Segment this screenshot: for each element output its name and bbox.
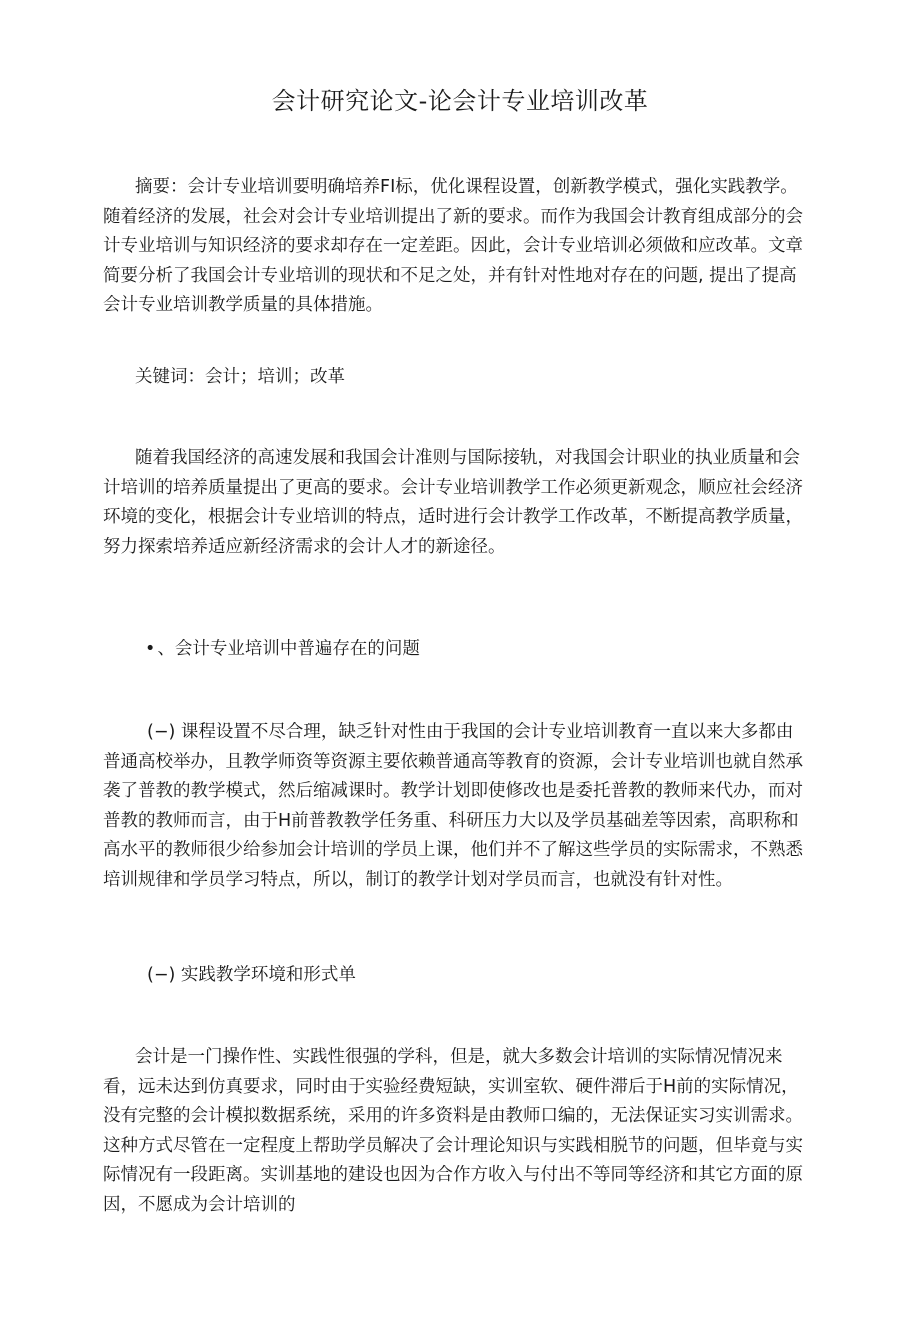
subsection-1-paragraph: (−) 课程设置不尽合理，缺乏针对性由于我国的会计专业培训教育一直以来大多都由普通高校举办，且教学师资等资源主要依赖普通高等教育的资源，会计专业培训也就自然承袭了普教的教学模式，然后缩减课时。教学计划即使修改也是委托普教的教师来代办，而对普教的教师而言，由于H前普教教学任务重、科研压力大以及学员基础差等因索，高职称和高水平的教师很少给参加会计培训的学员上课，他们并不了解这些学员的实际需求，不熟悉培训规律和学员学习特点，所以，制订的教学计划对学员而言，也就没有针对性。 — [103, 722, 803, 890]
subsection-2-paragraph: 会计是一门操作性、实践性很强的学科，但是，就大多数会计培训的实际情况情况来看，远未达到仿真要求，同时由于实验经费短缺，实训室软、硬件滞后于H前的实际情况，没有完整的会计模拟数据系统，采用的许多资料是由教师口编的，无法保证实习实训需求。这种方式尽管在一定程度上帮助学员解决了会计理论知识与实践相脱节的问题，但毕竟与实际情况有一段距离。实训基地的建设也因为合作方收入与付出不等同等经济和其它方面的原因，不愿成为会计培训的 — [103, 1047, 803, 1215]
section-heading — [145, 635, 420, 665]
abstract-paragraph: 摘要：会计专业培训要明确培养FI标，优化课程设置，创新教学模式，强化实践教学。随着经济的发展，社会对会计专业培训提出了新的要求。而作为我国会计教育组成部分的会计专业培训与知识经济的要求却存在一定差距。因此，会计专业培训必须做和应改革。文章简要分析了我国会计专业培训的现状和不足之处，并有针对性地对存在的问题, 提出了提高会计专业培训教学质量的具体措施。 — [103, 177, 803, 315]
subsection-2-heading: (−) 实践教学环境和形式单 — [147, 965, 356, 985]
section-heading-text: 、会计专业培训中普遍存在的问题 — [157, 639, 420, 659]
bullet-icon: • — [145, 639, 156, 659]
page-title: 会计研究论文-论会计专业培训改革 — [271, 87, 649, 115]
intro-paragraph: 随着我国经济的高速发展和我国会计准则与国际接轨，对我国会计职业的执业质量和会计培训的培养质量提出了更高的要求。会计专业培训教学工作必须更新观念，顺应社会经济环境的变化，根据会计专业培训的特点，适时进行会计教学工作改革，不断提高教学质量，努力探索培养适应新经济需求的会计人才的新途径。 — [103, 448, 803, 557]
keywords-line: 关键词：会计；培训；改革 — [135, 367, 345, 387]
